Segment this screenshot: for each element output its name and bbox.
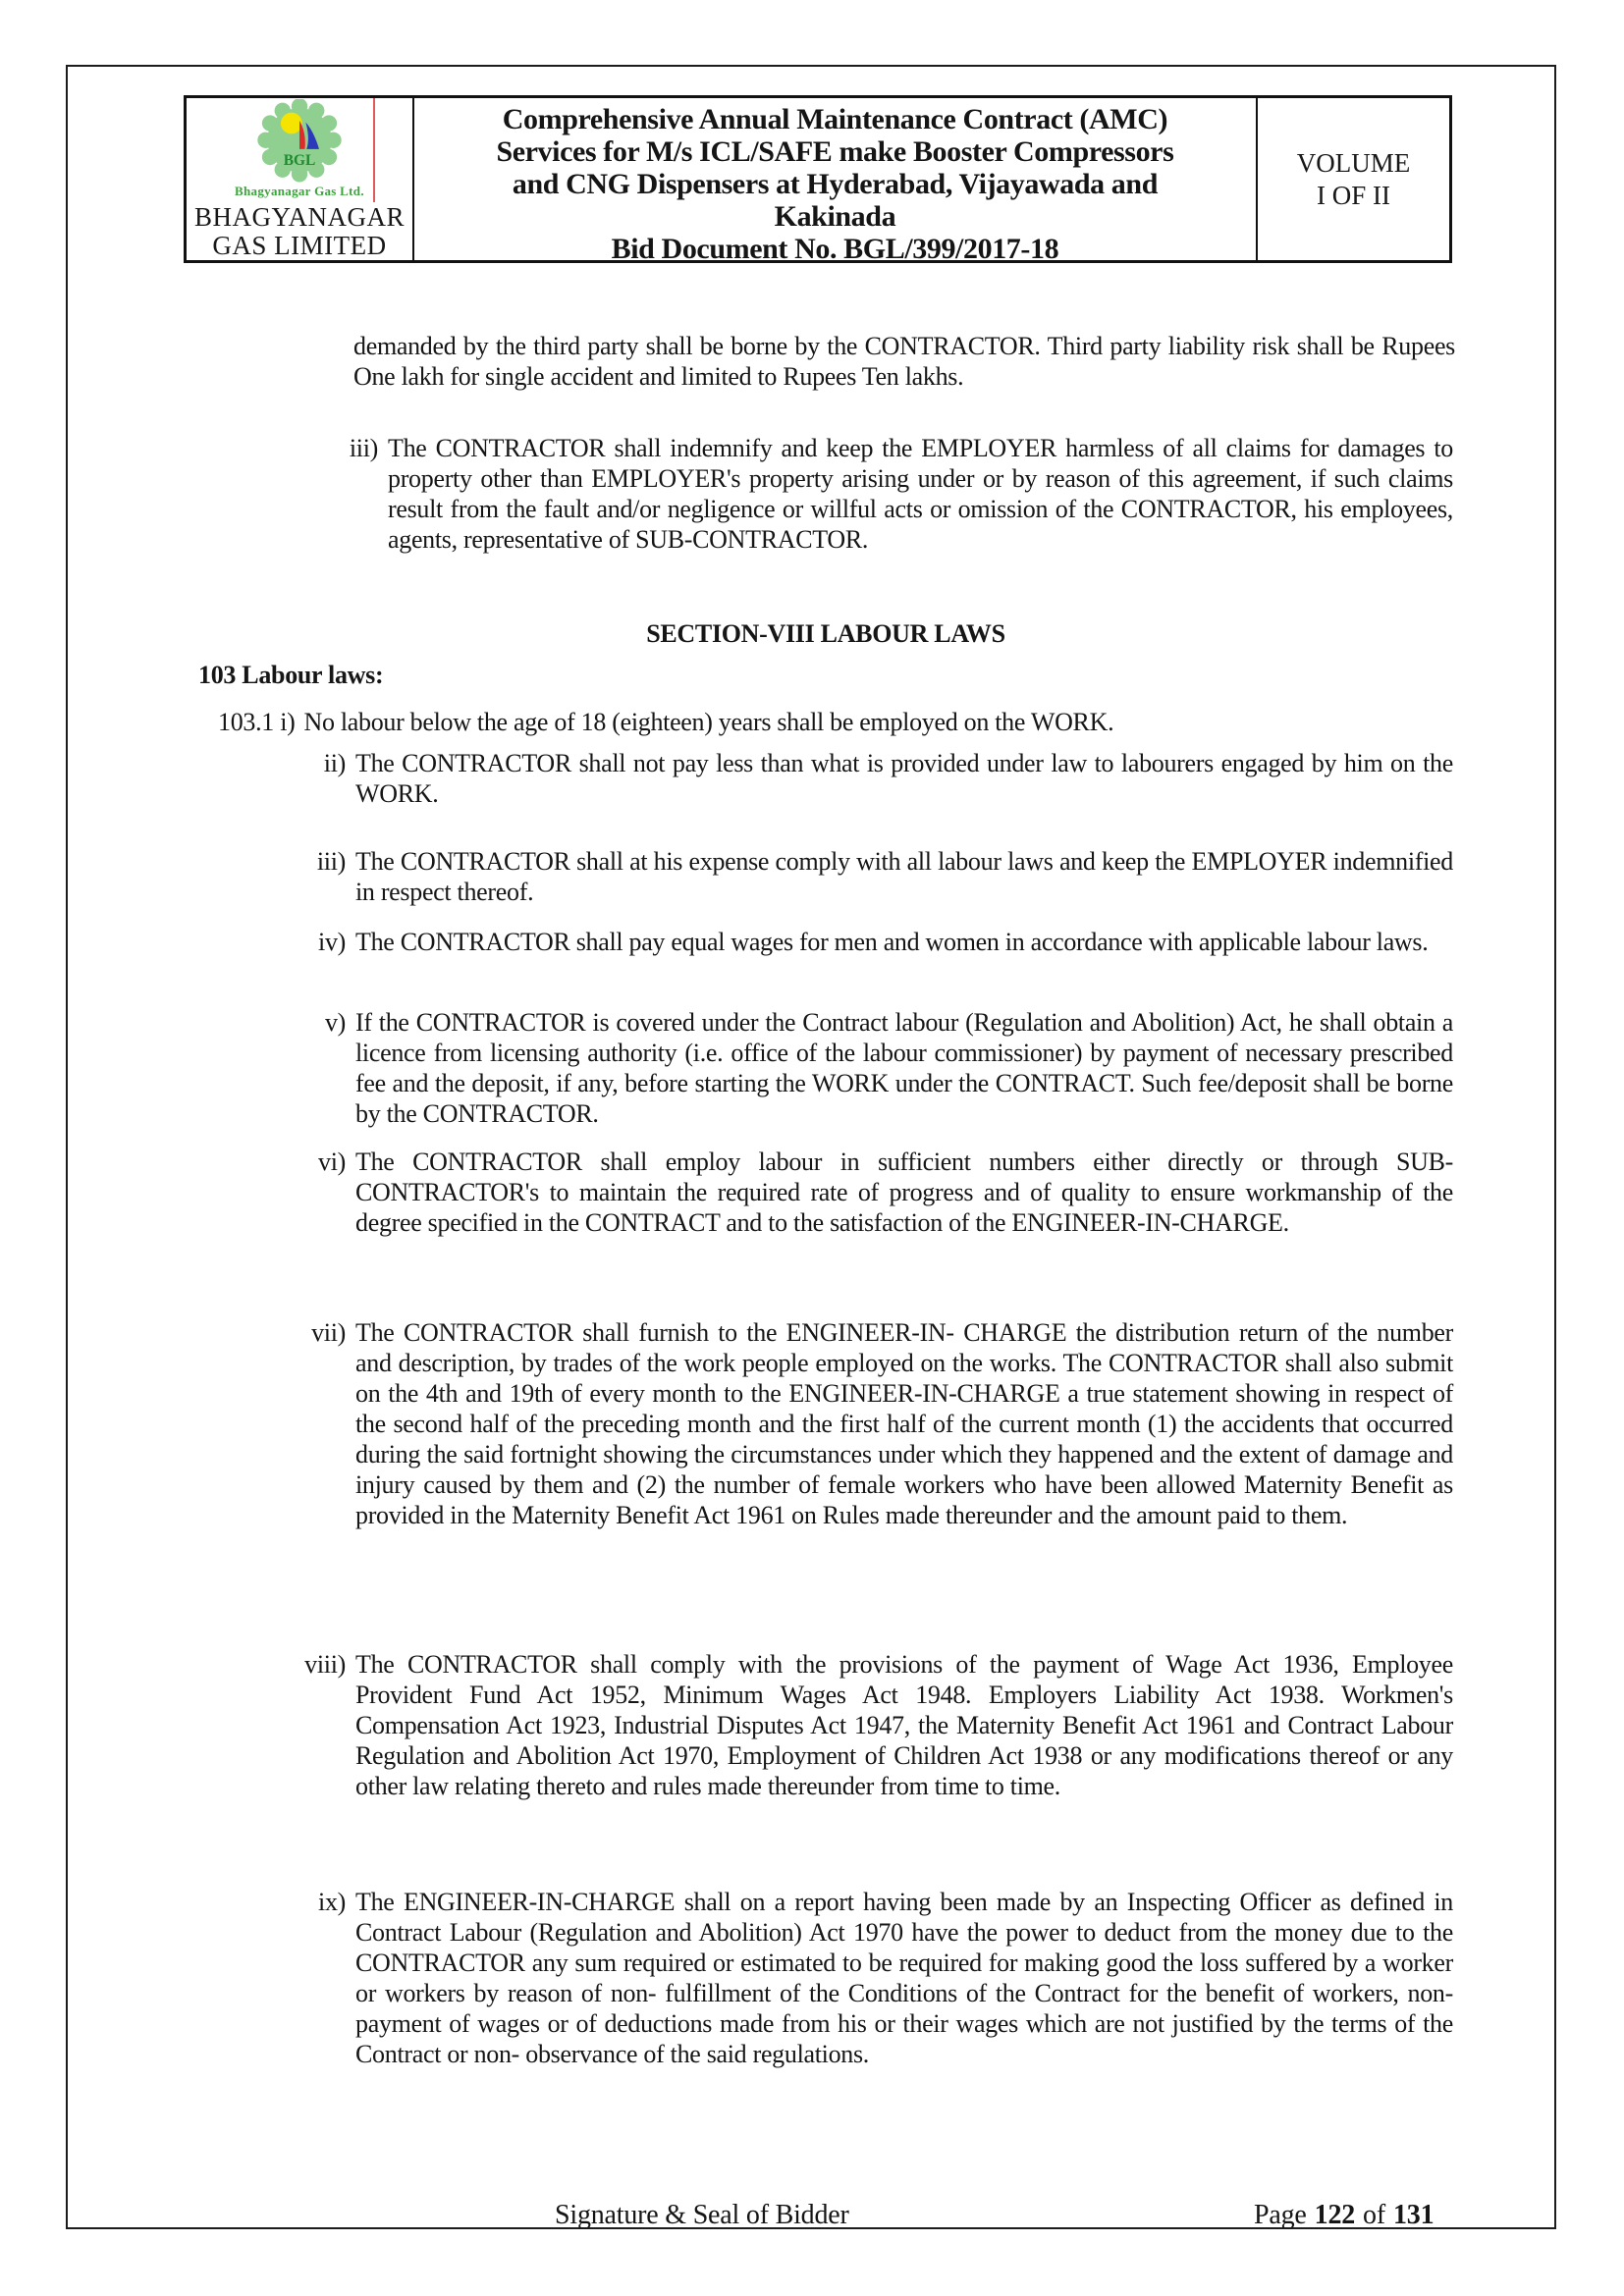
volume-label-line2: I OF II bbox=[1316, 180, 1390, 210]
clause-item-vii bbox=[198, 1317, 1453, 1530]
clause-item-ii bbox=[198, 748, 1453, 809]
clause-marker: ii) bbox=[323, 749, 346, 777]
paragraph-intro: demanded by the third party shall be borne by the CONTRACTOR. Third party liability risk shall be Rupees One lakh for single accident and limited to Rupees Ten lakhs. bbox=[353, 332, 1455, 391]
section-heading: SECTION-VIII LABOUR LAWS bbox=[646, 619, 1005, 648]
document-title-line: Services for M/s ICL/SAFE make Booster Compressors bbox=[496, 135, 1174, 168]
volume-label-line1: VOLUME bbox=[1296, 147, 1411, 178]
sun-icon bbox=[281, 113, 302, 134]
clause-item-iv bbox=[198, 927, 1453, 957]
header-volume-cell bbox=[1258, 98, 1449, 260]
logo-red-divider bbox=[373, 98, 375, 202]
clause-marker: iv) bbox=[318, 928, 346, 956]
clause-item-103-1-i bbox=[218, 707, 1113, 737]
clause-marker: iii) bbox=[316, 847, 346, 876]
clause-text: The CONTRACTOR shall employ labour in sufficient numbers either directly or through SUB- CONTRACTOR's to maintain the required rate of progress and of quality to ensure workmanship of the degree specified in the CONTRACT and to the satisfaction of the ENGINEER-IN-CHARGE. bbox=[355, 1148, 1453, 1237]
document-title-line: and CNG Dispensers at Hyderabad, Vijayawada and bbox=[512, 168, 1158, 200]
page-total: 131 bbox=[1392, 2200, 1435, 2230]
clause-marker: ix) bbox=[318, 1888, 346, 1916]
page-number bbox=[1254, 2200, 1434, 2231]
clause-item-iii-top bbox=[331, 433, 1453, 555]
clause-text: If the CONTRACTOR is covered under the Contract labour (Regulation and Abolition) Act, he shall obtain a licence from licensing authority (i.e. office of the labour commissioner) by payment of necessary prescribed fee and the deposit, if any, before starting the WORK under the CONTRACT. Such fee/deposit shall be borne by the CONTRACTOR. bbox=[355, 1008, 1453, 1128]
company-name-line2: GAS LIMITED bbox=[212, 231, 387, 260]
clause-marker: v) bbox=[324, 1008, 346, 1037]
clause-text: The CONTRACTOR shall indemnify and keep the EMPLOYER harmless of all claims for damages to property other than EMPLOYER's property arising under or by reason of this agreement, if such claims result from the fault and/or negligence or willful acts or omission of the CONTRACTOR, his employees, agents, representative of SUB-CONTRACTOR. bbox=[388, 434, 1453, 554]
page-current: 122 bbox=[1314, 2200, 1356, 2230]
clause-marker: viii) bbox=[304, 1650, 346, 1679]
page-of: of bbox=[1363, 2200, 1385, 2230]
clause-marker: vi) bbox=[318, 1148, 346, 1176]
header-table bbox=[184, 95, 1452, 263]
clause-heading: 103 Labour laws: bbox=[198, 661, 384, 689]
clause-text: The CONTRACTOR shall furnish to the ENGINEER-IN- CHARGE the distribution return of the number and description, by trades of the work people employed on the works. The CONTRACTOR shall also submit on the 4th and 19th of every month to the ENGINEER-IN-CHARGE a true statement showing in respect of the second half of the preceding month and the first half of the current month (1) the accidents that occurred during the said fortnight showing the circumstances under which they happened and the extent of damage and injury caused by them and (2) the number of female workers who have been allowed Maternity Benefit as provided in the Maternity Benefit Act 1961 on Rules made thereunder and the amount paid to them. bbox=[355, 1318, 1453, 1529]
clause-text: The CONTRACTOR shall comply with the provisions of the payment of Wage Act 1936, Employee Provident Fund Act 1952, Minimum Wages Act 1948. Employers Liability Act 1938. Workmen's Compensation Act 1923, Industrial Disputes Act 1947, the Maternity Benefit Act 1961 and Contract Labour Regulation and Abolition Act 1970, Employment of Children Act 1938 or any modifications thereof or any other law relating thereto and rules made thereunder from time to time. bbox=[355, 1650, 1453, 1800]
clause-item-ix bbox=[198, 1887, 1453, 2069]
page-prefix: Page bbox=[1254, 2200, 1307, 2230]
clause-marker: 103.1 i) bbox=[218, 708, 296, 736]
clause-item-v bbox=[198, 1007, 1453, 1129]
clause-marker: iii) bbox=[349, 434, 378, 462]
company-name bbox=[194, 203, 405, 260]
clause-item-vi bbox=[198, 1147, 1453, 1238]
signature-seal-label: Signature & Seal of Bidder bbox=[555, 2200, 849, 2230]
header-logo-cell bbox=[187, 98, 414, 260]
company-name-line1: BHAGYANAGAR bbox=[193, 202, 405, 232]
logo-badge-text: BGL bbox=[283, 152, 316, 170]
clause-marker: vii) bbox=[311, 1318, 346, 1347]
bgl-logo-icon bbox=[254, 99, 345, 187]
clause-text: The CONTRACTOR shall not pay less than what is provided under law to labourers engaged by him on the WORK. bbox=[355, 749, 1453, 808]
logo-caption: Bhagyanagar Gas Ltd. bbox=[235, 184, 364, 198]
header-title-cell bbox=[414, 98, 1258, 265]
clause-text: The CONTRACTOR shall at his expense comply with all labour laws and keep the EMPLOYER indemnified in respect thereof. bbox=[355, 847, 1453, 906]
document-title-line: Comprehensive Annual Maintenance Contract (AMC) bbox=[502, 103, 1168, 135]
clause-text: The ENGINEER-IN-CHARGE shall on a report having been made by an Inspecting Officer as defined in Contract Labour (Regulation and Abolition) Act 1970 have the power to deduct from the money due to the CONTRACTOR any sum required or estimated to be required for making good the loss suffered by a worker or workers by reason of non- fulfillment of the Conditions of the Contract for the benefit of workers, non-payment of wages or of deductions made from his or their wages which are not justified by the terms of the Contract or non- observance of the said regulations. bbox=[355, 1888, 1453, 2068]
clause-text: The CONTRACTOR shall pay equal wages for men and women in accordance with applicable labour laws. bbox=[355, 928, 1429, 956]
bid-document-number: Bid Document No. BGL/399/2017-18 bbox=[611, 233, 1059, 265]
clause-item-iii bbox=[198, 846, 1453, 907]
clause-item-viii bbox=[198, 1649, 1453, 1801]
clause-text: No labour below the age of 18 (eighteen) years shall be employed on the WORK. bbox=[303, 708, 1114, 736]
document-title-line: Kakinada bbox=[774, 200, 896, 233]
